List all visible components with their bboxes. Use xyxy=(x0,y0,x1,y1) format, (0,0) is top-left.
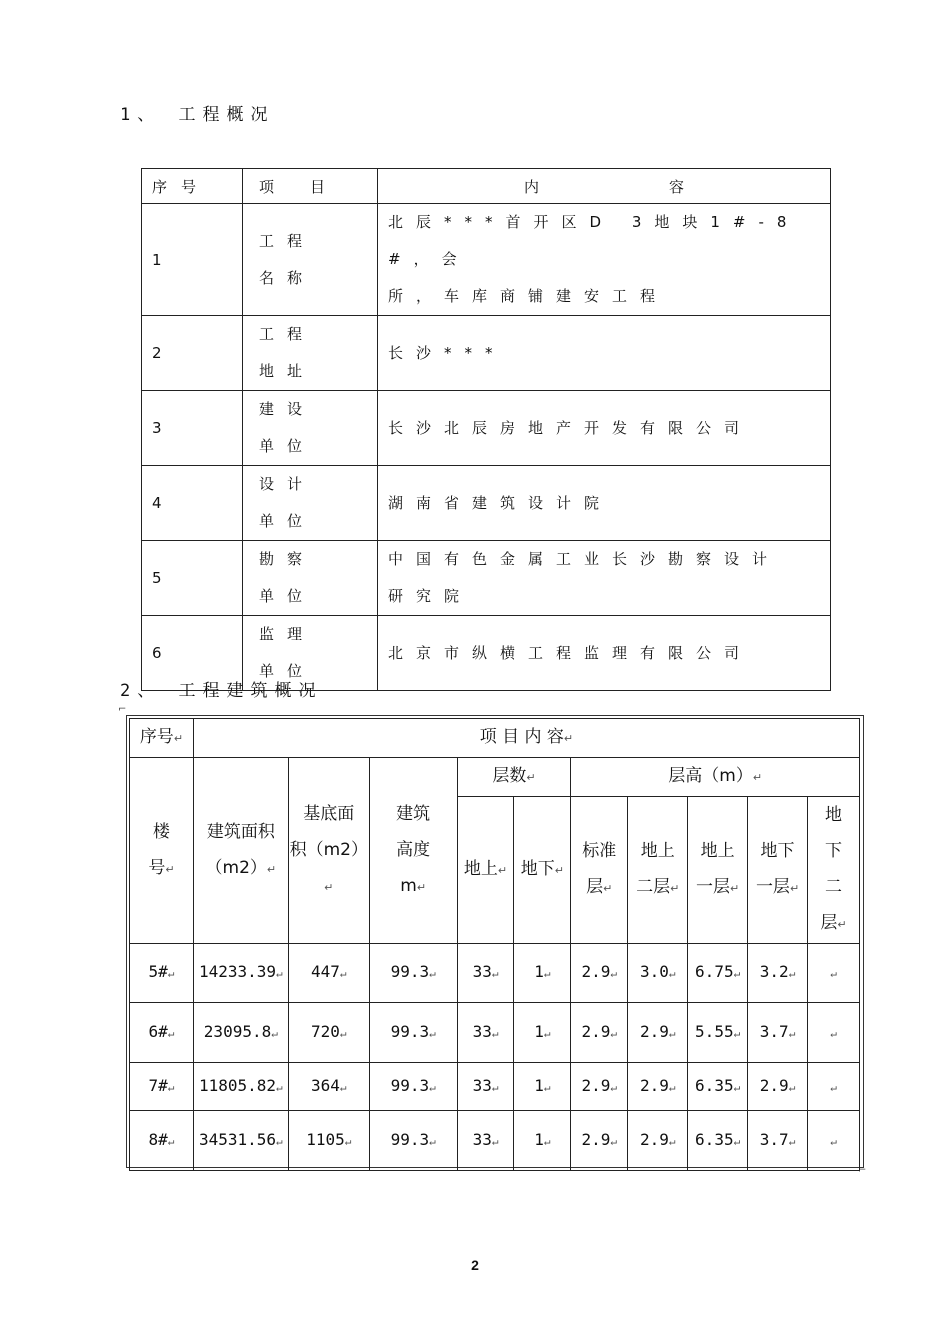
row-no: 4 xyxy=(142,466,243,541)
project-overview-table xyxy=(141,168,831,691)
cell-b2: ↵ xyxy=(808,1111,860,1171)
cell-area: 14233.39↵ xyxy=(193,944,288,1003)
row-no: 1 xyxy=(142,204,243,316)
row-item: 勘察 单位 xyxy=(243,541,378,616)
cell-area: 11805.82↵ xyxy=(193,1063,288,1111)
table-row xyxy=(142,541,831,616)
cell-area: 34531.56↵ xyxy=(193,1111,288,1171)
cell-b2: ↵ xyxy=(808,944,860,1003)
header-below-2nd: 地 下 二 层↵ xyxy=(808,797,860,944)
header-above-2nd: 地上 二层↵ xyxy=(628,797,688,944)
table-row xyxy=(130,944,860,1003)
row-content: 长沙*** xyxy=(378,316,831,391)
page-number: 2 xyxy=(471,1257,479,1273)
table-row xyxy=(130,1003,860,1063)
cell-no: 8#↵ xyxy=(130,1111,194,1171)
header-content: 内容 xyxy=(378,169,831,204)
table-header-row xyxy=(130,758,860,797)
cell-a1: 6.75↵ xyxy=(688,944,748,1003)
cell-a2: 2.9↵ xyxy=(628,1111,688,1171)
cell-base: 364↵ xyxy=(288,1063,369,1111)
anchor-mark: ⌐ xyxy=(118,704,127,715)
cell-height: 99.3↵ xyxy=(369,1063,457,1111)
cell-no: 5#↵ xyxy=(130,944,194,1003)
table-row xyxy=(142,391,831,466)
cell-no: 7#↵ xyxy=(130,1063,194,1111)
cell-below: 1↵ xyxy=(514,944,571,1003)
cell-b1: 3.7↵ xyxy=(748,1003,808,1063)
anchor-mark: ⌐ xyxy=(858,1165,867,1176)
cell-base: 1105↵ xyxy=(288,1111,369,1171)
building-overview-table xyxy=(129,718,860,1171)
cell-below: 1↵ xyxy=(514,1111,571,1171)
header-item: 项目 xyxy=(243,169,378,204)
header-base-area: 基底面 积（m2）↵ xyxy=(288,758,369,944)
header-below-1st: 地下 一层↵ xyxy=(748,797,808,944)
cell-a1: 6.35↵ xyxy=(688,1063,748,1111)
cell-b1: 3.2↵ xyxy=(748,944,808,1003)
cell-b2: ↵ xyxy=(808,1003,860,1063)
cell-a2: 3.0↵ xyxy=(628,944,688,1003)
cell-below: 1↵ xyxy=(514,1003,571,1063)
row-content: 中国有色金属工业长沙勘察设计 研究院 xyxy=(378,541,831,616)
row-content: 北辰***首开区D 3地块1#-8#，会 所，车库商铺建安工程 xyxy=(378,204,831,316)
cell-above: 33↵ xyxy=(457,1111,514,1171)
section2-heading: 2、 工程建筑概况 xyxy=(120,681,323,701)
cell-above: 33↵ xyxy=(457,1063,514,1111)
table-row xyxy=(142,316,831,391)
header-seq: 序号↵ xyxy=(130,719,194,758)
table-row xyxy=(142,204,831,316)
row-content: 北京市纵横工程监理有限公司 xyxy=(378,616,831,691)
cell-a2: 2.9↵ xyxy=(628,1063,688,1111)
cell-b2: ↵ xyxy=(808,1063,860,1111)
row-content: 湖南省建筑设计院 xyxy=(378,466,831,541)
header-standard-floor: 标准 层↵ xyxy=(571,797,628,944)
table-row xyxy=(142,466,831,541)
row-item: 建设 单位 xyxy=(243,391,378,466)
header-above-ground: 地上↵ xyxy=(457,797,514,944)
cell-base: 447↵ xyxy=(288,944,369,1003)
cell-height: 99.3↵ xyxy=(369,944,457,1003)
cell-a2: 2.9↵ xyxy=(628,1003,688,1063)
table-row xyxy=(130,1111,860,1171)
header-content: 项 目 内 容↵ xyxy=(193,719,859,758)
table-row xyxy=(130,1063,860,1111)
header-floor-heights: 层高（m）↵ xyxy=(571,758,860,797)
row-item: 监理 单位 xyxy=(243,616,378,691)
cell-below: 1↵ xyxy=(514,1063,571,1111)
header-above-1st: 地上 一层↵ xyxy=(688,797,748,944)
cell-std: 2.9↵ xyxy=(571,1111,628,1171)
row-item: 设计 单位 xyxy=(243,466,378,541)
header-building-no: 楼 号↵ xyxy=(130,758,194,944)
row-item: 工程 地址 xyxy=(243,316,378,391)
header-floor-area: 建筑面积 （m2）↵ xyxy=(193,758,288,944)
header-below-ground: 地下↵ xyxy=(514,797,571,944)
cell-above: 33↵ xyxy=(457,944,514,1003)
row-no: 3 xyxy=(142,391,243,466)
cell-height: 99.3↵ xyxy=(369,1111,457,1171)
row-item: 工程 名称 xyxy=(243,204,378,316)
header-floors: 层数↵ xyxy=(457,758,571,797)
row-no: 2 xyxy=(142,316,243,391)
cell-no: 6#↵ xyxy=(130,1003,194,1063)
cell-area: 23095.8↵ xyxy=(193,1003,288,1063)
cell-base: 720↵ xyxy=(288,1003,369,1063)
section1-heading: 1、 工程概况 xyxy=(120,105,275,125)
cell-height: 99.3↵ xyxy=(369,1003,457,1063)
header-seq: 序号 xyxy=(142,169,243,204)
cell-b1: 3.7↵ xyxy=(748,1111,808,1171)
header-building-height: 建筑 高度 m↵ xyxy=(369,758,457,944)
cell-std: 2.9↵ xyxy=(571,944,628,1003)
cell-b1: 2.9↵ xyxy=(748,1063,808,1111)
table-header-row xyxy=(142,169,831,204)
cell-std: 2.9↵ xyxy=(571,1003,628,1063)
row-no: 5 xyxy=(142,541,243,616)
row-content: 长沙北辰房地产开发有限公司 xyxy=(378,391,831,466)
row-no: 6 xyxy=(142,616,243,691)
cell-a1: 6.35↵ xyxy=(688,1111,748,1171)
table-header-row xyxy=(130,719,860,758)
cell-a1: 5.55↵ xyxy=(688,1003,748,1063)
cell-above: 33↵ xyxy=(457,1003,514,1063)
cell-std: 2.9↵ xyxy=(571,1063,628,1111)
